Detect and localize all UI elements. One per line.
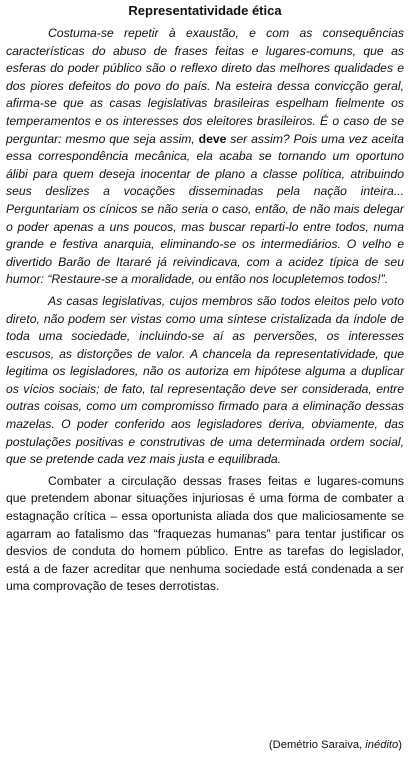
document-title: Representatividade ética xyxy=(128,3,282,18)
paragraph-2: As casas legislativas, cujos membros são todos eleitos pelo voto direto, não podem ser vistas como uma síntese cristalizada da índole de toda uma sociedade, incluindo-se aí as perversões, os interesses escusos, as distorções de valor. A chancela da representatividade, que legitima os legisladores, não os autoriza em hipótese alguma a duplicar os vícios sociais; de fato, tal representação deve ser considerada, entre outras coisas, como um compromisso firmado para a eliminação dessas mazelas. O poder conferido aos legisladores deriva, obviamente, das postulações positivas e construtivas de uma determinada ordem social, que se pretende cada vez mais justa e equilibrada. xyxy=(6,293,404,467)
paragraph-1-part-2: ser assim? Pois uma vez aceita essa correspondência mecânica, ela acaba se tornando um oportuno álibi para quem deseja inocentar de plano a classe política, atribuindo seus deslizes a vocações disseminadas pela nação inteira... Perguntariam os cínicos se não seria o caso, então, de não mais delegar o poder apenas a uns poucos, mas buscar reparti-lo entre todos, numa grande e festiva anarquia, eliminando-se os intermediários. O velho e divertido Barão de Itararé já reivindicava, com a acidez típica de seu humor: “Restaure-se a moralidade, ou então nos locupletemos todos!”. xyxy=(6,131,404,287)
source-author: (Demétrio Saraiva, xyxy=(268,739,366,751)
source-citation xyxy=(269,738,402,752)
source-note: inédito xyxy=(365,739,399,751)
paragraph-1-bold-word: deve xyxy=(198,131,227,146)
paragraph-3: Combater a circulação dessas frases feitas e lugares-comuns que pretendem abonar situações injuriosas é uma forma de combater a estagnação crítica – essa oportunista aliada dos que maliciosamente se agarram ao fatalismo das “fraquezas humanas” para tentar justificar os desvios de conduta do homem público. Entre as tarefas do legislador, está a de fazer acreditar que nenhuma sociedade está condenada a ser uma comprovação de teses derrotistas. xyxy=(6,473,404,594)
source-close: ) xyxy=(398,739,402,751)
paragraph-1 xyxy=(6,25,404,289)
paragraph-1-part-1: Costuma-se repetir à exaustão, e com as consequências características do abuso de frases feitas e lugares-comuns, que as esferas do poder público são o reflexo direto das melhores qualidades e dos piores defeitos do povo do país. Na esteira dessa convicção geral, afirma-se que as casas legislativas brasileiras espelham fielmente os temperamentos e os interesses dos eleitores brasileiros. É o caso de se perguntar: mesmo que seja assim, xyxy=(6,26,404,146)
